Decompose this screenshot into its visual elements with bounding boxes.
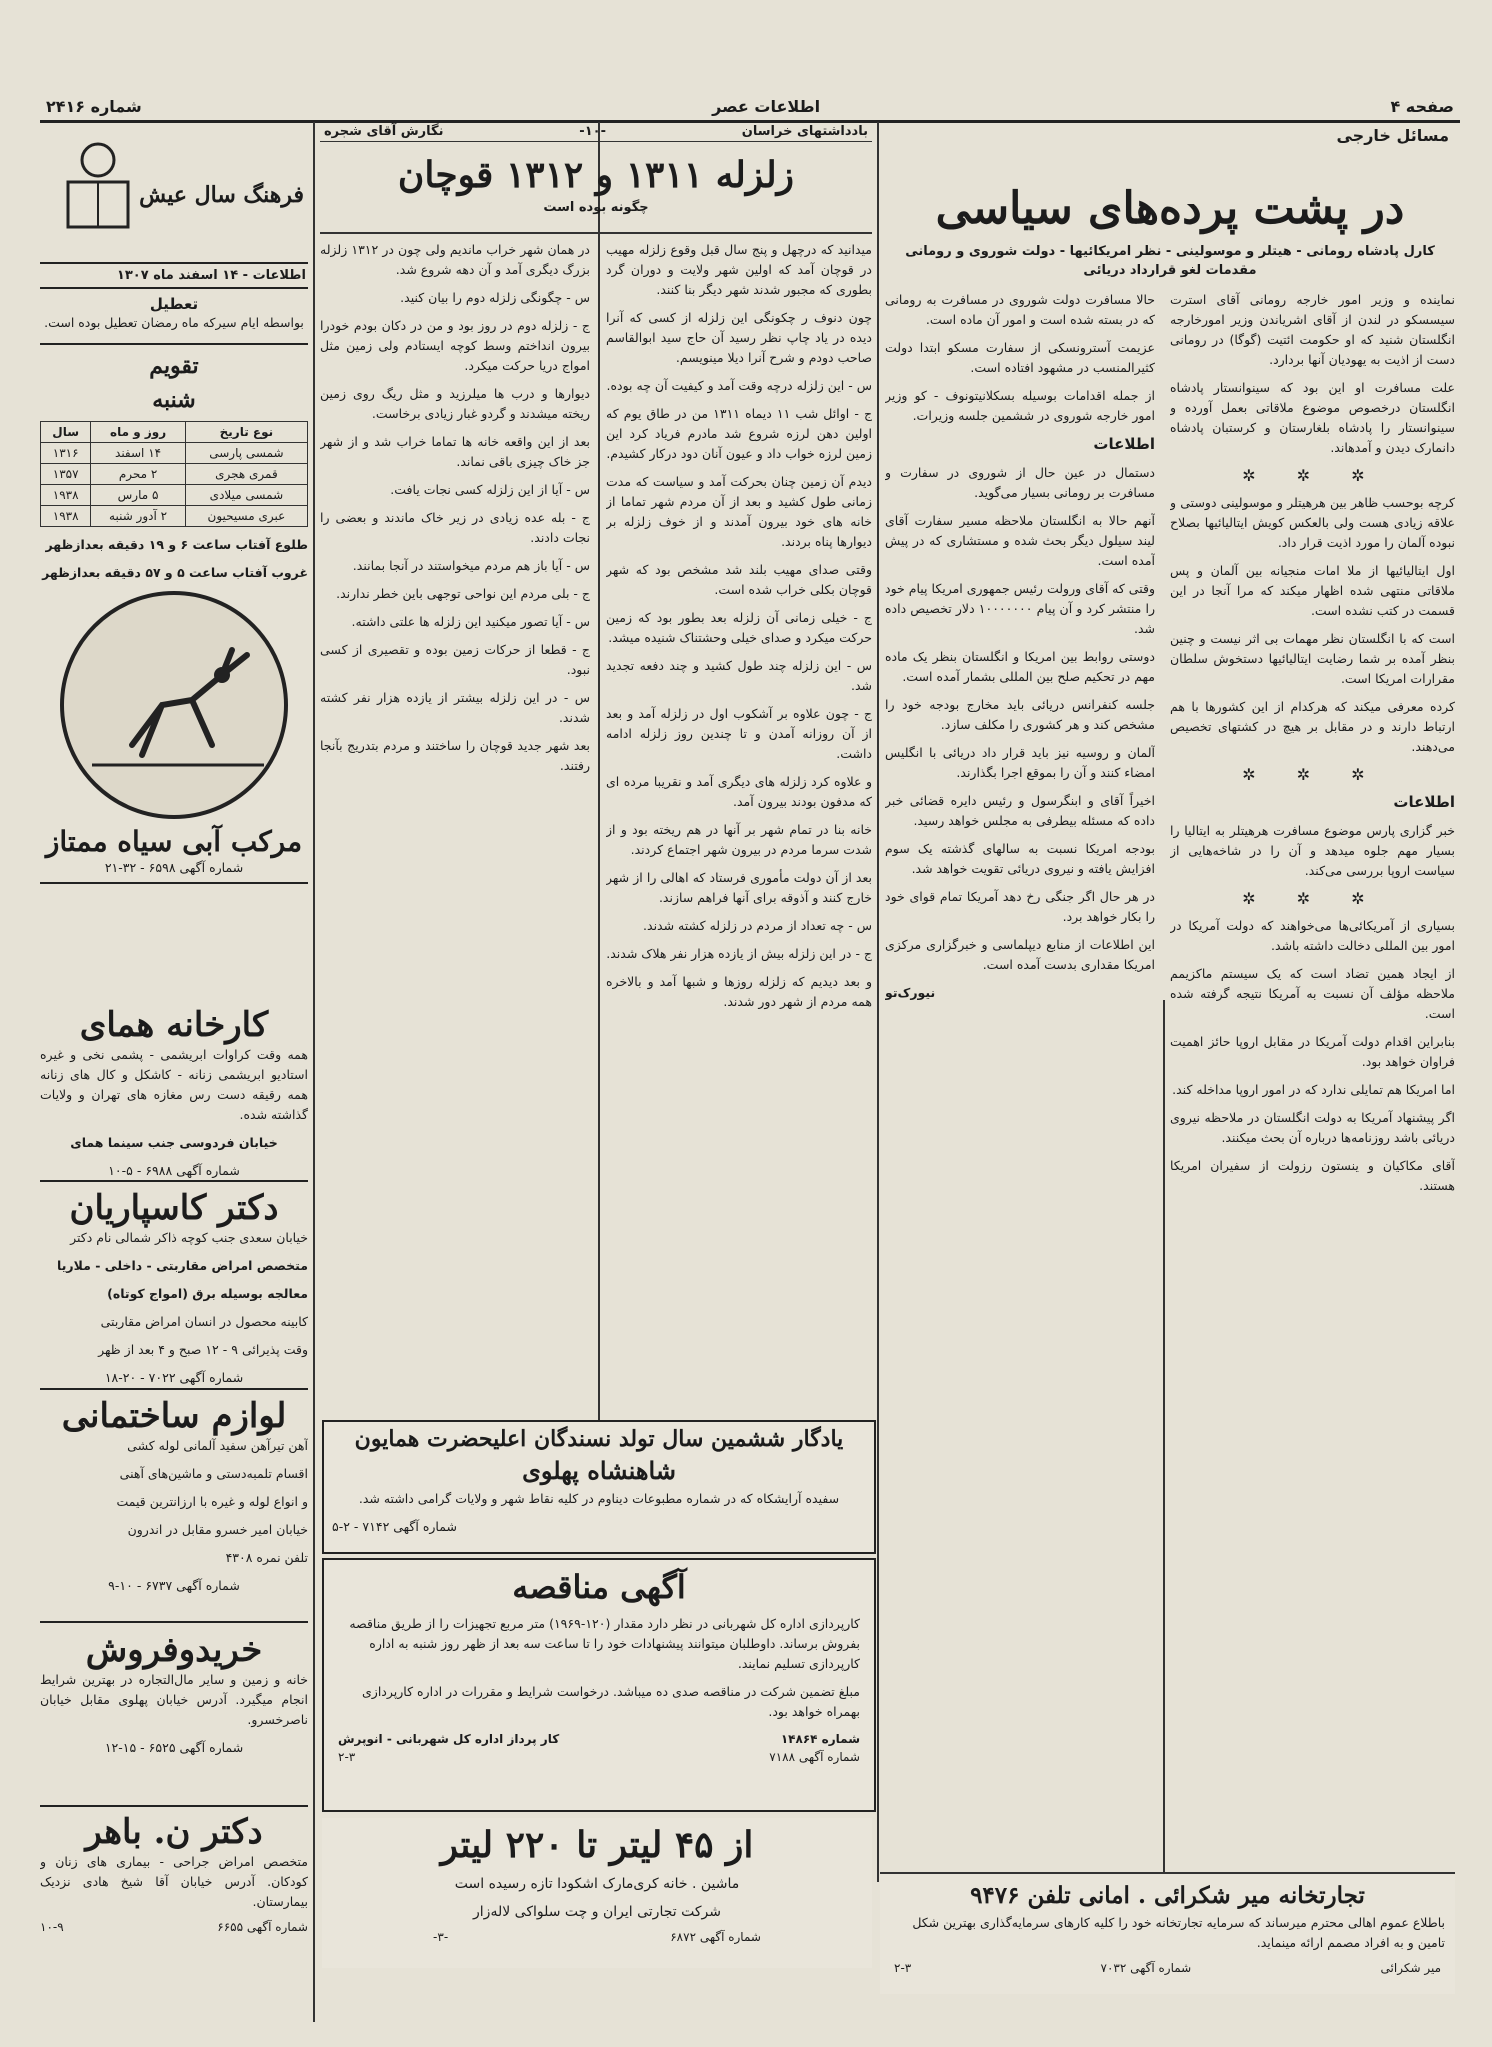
- quake-subtitle: چگونه بوده است: [543, 200, 649, 215]
- soviet-paragraph: جلسه کنفرانس دریائی باید مخارج بودجه خود را مشخص کند و هر کشوری را مکلف سازد.: [885, 697, 1155, 732]
- foreign-paragraph: نماینده و وزیر امور خارجه رومانی آقای استرت سیسسکو در لندن از آقای اشریاندن وزیر امورخارجه انگلستان شنید که او حکومت ائتیت (گوگا) در رومانی دست از اذیت به یهودیان آنها بردارد.: [1170, 292, 1455, 367]
- homay-address: خیابان فردوسی جنب سینما همای: [70, 1135, 278, 1150]
- foreign-paragraph: از ایجاد همین تضاد است که یک سیستم ماکزیمم ملاحظه مؤلف آن نسبت به آمریکا نتیجه گرفته شده است.: [1170, 966, 1455, 1021]
- foreign-news-text: خبر گزاری پارس موضوع مسافرت هرهیتلر به ایتالیا را بسیار مهم جلوه میدهد و آن را در شاخه‌هایی از سیاست اروپا بررسی می‌کند.: [1170, 823, 1455, 878]
- quake-paragraph: ج - بله عده زیادی در زیر خاک ماندند و بعضی را نجات دادند.: [320, 510, 590, 545]
- doctor-kasparian-line: کابینه محصول در انسان امراض مقاربتی: [100, 1314, 308, 1329]
- separator-stars: ✲ ✲ ✲: [1242, 466, 1383, 485]
- soviet-paragraph: عزیمت آسترونسکی از سفارت مسکو ابتدا دولت کثیرالمنسب در مشهود افتاده است.: [885, 340, 1155, 375]
- sidebar-header-label: فرهنگ سال عیش: [139, 182, 304, 208]
- quake-paragraph: وقتی صدای مهیب بلند شد مشخص بود که شهر قوچان بکلی خراب شده است.: [606, 562, 872, 597]
- calendar-cell: قمری هجری: [185, 464, 307, 485]
- quake-paragraph: و علاوه کرد زلزله های دیگری آمد و نقریبا مرده ای که مدفون بودند بیرون آمد.: [606, 774, 872, 809]
- building-line: آهن تیرآهن سفید آلمانی لوله کشی: [127, 1438, 308, 1453]
- doctor-kasparian-footer: شماره آگهی ۷۰۲۲ - ۲۰-۱۸: [104, 1370, 244, 1385]
- issue-label: شماره ۲۴۱۶: [46, 96, 142, 116]
- quake-paragraph: س - آیا تصور میکنید این زلزله ها علتی داشته.: [351, 614, 590, 629]
- quake-column-b: [320, 240, 590, 1330]
- quake-paragraph: س - چگونگی زلزله دوم را بیان کنید.: [400, 290, 590, 305]
- quake-paragraph: میدانید که درچهل و پنج سال قبل وقوع زلزله مهیب در قوچان آمد که اولین شهر ولایت و دوران گرد بطوری که مجبور شدند شهر دیگر بنا کنند.: [606, 242, 872, 297]
- page-label: صفحه ۴: [1390, 96, 1454, 116]
- calendar-cell: عبری مسیحیون: [185, 506, 307, 527]
- tender-body-2: مبلغ تضمین شرکت در مناقصه صدی ده میباشد. درخواست شرایط و مقررات در اداره کارپردازی بهمراه خواهد بود.: [362, 1684, 860, 1719]
- quake-header: [320, 122, 872, 234]
- soviet-paragraph: اخیراً آقای و ابنگرسول و رئیس دایره قضائی خبر داده که مسئله بیطرفی به مجلس خواهد رسید.: [885, 793, 1155, 828]
- quake-paragraph: س - چه تعداد از مردم در زلزله کشته شدند.: [643, 918, 872, 933]
- foreign-kicker: مسائل خارجی: [1336, 126, 1449, 145]
- doctor-baher-ad: [40, 1812, 308, 1992]
- quake-column-a: [606, 240, 872, 1330]
- quake-paragraph: چون دنوف ر چکونگی این زلزله از کسی که آنرا دیده در یاد چاپ نظر رسید آن حاج سید ابوالقاسم صاحب دودم و شرح آنرا دیلا مینویسم.: [606, 310, 872, 365]
- building-title: لوازم ساختمانی: [61, 1396, 287, 1436]
- quake-kicker-left: بادداشتهای خراسان: [741, 124, 868, 139]
- building-line: خیابان امیر خسرو مقابل در اندرون: [127, 1522, 308, 1537]
- doctor-kasparian-line: متخصص امراض مقاربتی - داخلی - ملاریا: [57, 1258, 308, 1273]
- calendar-cell: ۲ محرم: [91, 464, 186, 485]
- separator-stars: ✲ ✲ ✲: [1242, 889, 1383, 908]
- calendar-cell: ۱۹۳۸: [41, 485, 91, 506]
- soviet-paragraph: حالا مسافرت دولت شوروی در مسافرت به رومانی که در بسته شده است و امور آن ماده است.: [885, 292, 1155, 327]
- reader-illustration: [48, 132, 148, 242]
- quake-paragraph: ج - اوائل شب ۱۱ دیماه ۱۳۱۱ من در طاق یوم که اولین دهن لرزه شروع شد مادرم فریاد کرد این زمین لرزه خواب داد و عیون آنان دود درکار کشیدم.: [606, 406, 872, 461]
- homay-ad: [40, 1005, 308, 1182]
- quake-kicker-right: نگارش آقای شجره: [324, 124, 444, 139]
- quake-paragraph: ج - چون علاوه بر آشکوب اول در زلزله آمد و بعد از آن روزانه آمدن و تا چندین روز زلزله ادامه داشت.: [606, 706, 872, 761]
- brand-footer: شماره آگهی ۶۵۹۸ - ۳۲-۲۱: [40, 858, 308, 884]
- foreign-paragraph: کرده معرفی میکند که هرکدام از این کشورها با هم ارتباط دارند و در مقابل بر هیچ در کشتهای تخصیص می‌دهند.: [1170, 699, 1455, 754]
- quake-paragraph: ج - زلزله دوم در روز بود و من در دکان بودم خودرا بیرون انداختم وسط کوچه ایستادم ولی زمین مثل امواج دریا حرکت میکرد.: [320, 318, 590, 373]
- weekday: شنبه: [152, 387, 196, 413]
- fridge-title: از ۴۵ لیتر تا ۲۲۰ لیتر: [440, 1824, 754, 1866]
- foreign-column-left: [885, 290, 1155, 1835]
- column-rule: [313, 122, 315, 2022]
- anniversary-box: [322, 1420, 876, 1554]
- table-row: [41, 464, 308, 485]
- quake-title: زلزله ۱۳۱۱ و ۱۳۱۲ قوچان: [397, 154, 795, 196]
- buy-sell-ad: [40, 1630, 308, 1807]
- soviet-paragraph: از جمله اقدامات بوسیله بسکلانیتونوف - کو وزیر امور خارجه شوروی در ششمین جلسه وزیرات.: [885, 388, 1155, 423]
- building-supplies-ad: [40, 1396, 308, 1623]
- table-row: [41, 506, 308, 527]
- doctor-kasparian-line: معالجه بوسیله برق (امواج کوتاه): [107, 1286, 308, 1301]
- doctor-baher-footer-right: ۱۰-۹: [40, 1920, 64, 1934]
- sidebar-date-line: اطلاعات - ۱۴ اسفند ماه ۱۳۰۷: [40, 262, 308, 289]
- calendar-cell: ۱۳۱۶: [41, 443, 91, 464]
- anniversary-footer: شماره آگهی ۷۱۴۲ - ۲-۵: [332, 1519, 457, 1534]
- soviet-paragraph: آنهم حالا به انگلستان ملاحظه مسیر سفارت آقای لیند سیلول دیگر بحث شده و مستشاری که در پیش آمده است.: [885, 513, 1155, 568]
- building-line: و انواع لوله و غیره با ارزانترین قیمت: [116, 1494, 308, 1509]
- shokrai-footer-mid: شماره آگهی ۷۰۳۲: [1100, 1961, 1192, 1975]
- doctor-kasparian-title: دکتر کاسپاریان: [69, 1188, 279, 1228]
- sunrise: طلوع آفتاب ساعت ۶ و ۱۹ دقیقه بعدازظهر: [45, 537, 308, 552]
- foreign-paragraph: اما امریکا هم تمایلی ندارد که در امور اروپا مداخله کند.: [1172, 1082, 1455, 1097]
- quake-paragraph: بعد شهر جدید قوچان را ساختند و مردم بتدریج بآنجا رفتند.: [320, 738, 590, 773]
- fridge-footer-left: شماره آگهی ۶۸۷۲: [670, 1930, 761, 1944]
- column-rule: [877, 122, 879, 1882]
- anniversary-title-1: یادگار ششمین سال تولد نسندگان اعلیحضرت همایون: [354, 1426, 844, 1452]
- quake-paragraph: س - آیا از این زلزله کسی نجات یافت.: [390, 482, 590, 497]
- fridge-ad: [322, 1818, 872, 1968]
- calendar-cell: ۵ مارس: [91, 485, 186, 506]
- homay-title: کارخانه همای: [79, 1005, 269, 1045]
- tender-body: کارپردازی اداره کل شهربانی در نظر دارد مقدار (۱۲۰-۱۹۶۹) متر مربع تجهیزات را از طریق مناقصه بفروش برساند. داوطلبان میتوانند پیشنهادات خود را تا ساعت سه بعد از ظهر روز شنبه به اداره کارپردازی تسلیم نمایند.: [349, 1616, 860, 1671]
- fridge-footer-right: -۳-: [433, 1930, 449, 1944]
- soviet-paragraph: در هر حال اگر جنگی رخ دهد آمریکا تمام قوای خود را بکار خواهد برد.: [885, 889, 1155, 924]
- anniversary-body: سفیده آرایشکاه که در شماره مطبوعات دیناوم در کلیه نقاط شهر و ولایات گرامی داشته شد.: [358, 1491, 840, 1506]
- table-row: [41, 443, 308, 464]
- sidebar-header: [40, 122, 308, 262]
- quake-paragraph: س - این زلزله چند طول کشید و چند دفعه تجدید شد.: [606, 658, 872, 693]
- foreign-paragraph: است که با انگلستان نظر مهمات بی اثر نیست و چنین بنظر آمده بر شما رضایت ایتالیائیها دستخوش سلطان مقرارات امریکا است.: [1170, 631, 1455, 686]
- building-footer-right: شماره آگهی ۶۷۳۷ - ۱۰-۹: [108, 1578, 240, 1593]
- trade-body: خانه و زمین و سایر مال‌التجاره در بهترین شرایط انجام میگیرد. آدرس خیابان پهلوی مقابل خیابان ناصرخسرو.: [40, 1672, 308, 1727]
- doctor-baher-body: متخصص امراض جراحی - بیماری های زنان و کودکان. آدرس خیابان آقا شیخ هادی نزدیک بیمارستان.: [40, 1854, 308, 1909]
- paper-name: اطلاعات عصر: [712, 96, 821, 116]
- quake-paragraph: ج - در این زلزله بیش از یازده هزار نفر هلاک شدند.: [606, 946, 872, 961]
- anniversary-title-2: شاهنشاه پهلوی: [522, 1456, 676, 1485]
- doctor-baher-footer-left: شماره آگهی ۶۶۵۵: [217, 1920, 308, 1934]
- deer-logo: [60, 591, 288, 819]
- quake-kicker-num: -۱۰-: [579, 124, 606, 139]
- trade-title: خریدوفروش: [85, 1630, 263, 1670]
- foreign-paragraph: علت مسافرت او این بود که سینوانستار پادشاه انگلستان درخصوص موضوع ملاقاتی بعمل آورده و سینوانستار را پادشاه بلغارستان و کرستبان پادشاه دانمارک دیدن و آمدهاند.: [1170, 380, 1455, 455]
- soviet-paragraph: دوستی روابط بین امریکا و انگلستان بنظر یک ماده مهم در تحکیم صلح بین المللی بشمار آمده است.: [885, 649, 1155, 684]
- soviet-signature: نیورک‌تو: [885, 985, 936, 1000]
- doctor-kasparian-line: وقت پذیرائی ۹ - ۱۲ صبح و ۴ بعد از ظهر: [98, 1342, 308, 1357]
- homay-body: همه وقت کراوات ابریشمی - پشمی نخی و غیره استادیو ابریشمی زنانه - کاشکل و کال های زنانه همه رقیقه دست رس مغازه های تهران و ولایات گذاشته شده.: [40, 1047, 308, 1122]
- calendar-header: نوع تاریخ: [185, 422, 307, 443]
- foreign-paragraph: آقای مکاکیان و ینستون رزولت از سفیران امریکا هستند.: [1170, 1158, 1455, 1193]
- soviet-paragraph: این اطلاعات از منابع دیپلماسی و خبرگزاری مرکزی امریکا مقداری بدست آمده است.: [885, 937, 1155, 972]
- shokrai-title: تجارتخانه میر شکرائی . امانی تلفن ۹۴۷۶: [970, 1882, 1365, 1909]
- calendar-cell: شمسی میلادی: [185, 485, 307, 506]
- quake-paragraph: س - در این زلزله بیشتر از یازده هزار نفر کشته شدند.: [320, 690, 590, 725]
- quake-paragraph: بعد از این واقعه خانه ها تماما خراب شد و از شهر جز خاک چیزی باقی نماند.: [320, 434, 590, 469]
- foreign-subtitle-1: کارل پادشاه رومانی - هیتلر و موسولینی - نظر امریکائیها - دولت شوروی و رومانی: [905, 244, 1435, 259]
- sidebar: [40, 122, 308, 1122]
- quake-paragraph: ج - بلی مردم این نواحی توجهی باین خطر ندارند.: [336, 586, 590, 601]
- shokrai-ad: [880, 1872, 1455, 1994]
- quake-paragraph: ج - خیلی زمانی آن زلزله بعد بطور بود که زمین حرکت میکرد و صدای خیلی وحشتناک شنیده میشد.: [606, 610, 872, 645]
- sunset: غروب آفتاب ساعت ۵ و ۵۷ دقیقه بعدازظهر: [42, 565, 308, 580]
- brand-title: مرکب آبی سیاه ممتاز: [45, 825, 303, 858]
- calendar-table: [40, 421, 308, 527]
- foreign-paragraph: کرچه بوحسب ظاهر بین هرهیتلر و موسولینی دوستی و علاقه زیادی هست ولی بالعکس کویش ایتالیائیها بصلاح نبوده آلمان را مورد اذیت قرار داد.: [1170, 495, 1455, 550]
- tender-sign-left: کار پرداز اداره کل شهربانی - انوپرش: [338, 1732, 560, 1746]
- day-heading: تقویم: [40, 343, 308, 379]
- calendar-cell: ۱۹۳۸: [41, 506, 91, 527]
- soviet-paragraph: وقتی که آقای ورولت رئیس جمهوری امریکا پیام خود را منتشر کرد و آن پیام ۱۰۰۰۰۰۰۰ دلار تخصیص داده شد.: [885, 581, 1155, 636]
- quake-paragraph: دیوارها و درب ها میلرزید و مثل ریگ روی زمین ریخته میشدند و گردو غبار زیادی برخاست.: [320, 386, 590, 421]
- quake-paragraph: س - این زلزله درچه وقت آمد و کیفیت آن چه بوده.: [606, 378, 872, 393]
- calendar-cell: شمسی پارسی: [185, 443, 307, 464]
- foreign-paragraph: بسیاری از آمریکائی‌ها می‌خواهند که دولت آمریکا در امور بین المللی دخالت داشته باشد.: [1170, 918, 1455, 953]
- building-line: اقسام تلمبه‌دستی و ماشین‌های آهنی: [119, 1466, 308, 1481]
- holiday-title: تعطیل: [149, 295, 199, 313]
- soviet-news-tag: اطلاعات: [1093, 435, 1155, 453]
- tender-box: [322, 1558, 876, 1812]
- trade-footer: شماره آگهی ۶۵۲۵ - ۱۵-۱۲: [104, 1740, 244, 1755]
- soviet-news-text: دستمال در عین حال از شوروی در سفارت و مسافرت بر رومانی بسیار می‌گوید.: [885, 465, 1155, 500]
- shokrai-body: باطلاع عموم اهالی محترم میرساند که سرمایه تجارتخانه خود را کلیه کارهای سرمایه‌گذاری بهترین شکل تامین و به افراد مصمم ارائه مینماید.: [912, 1915, 1445, 1950]
- soviet-paragraph: بودجه امریکا نسبت به سالهای گذشته یک سوم افزایش یافته و نیروی دریائی تقویت خواهد شد.: [885, 841, 1155, 876]
- building-footer-left: تلفن نمره ۴۳۰۸: [225, 1550, 308, 1565]
- foreign-title: در پشت پرده‌های سیاسی: [935, 183, 1405, 234]
- quake-paragraph: س - آیا باز هم مردم میخواستند در آنجا بمانند.: [352, 558, 590, 573]
- column-rule: [598, 122, 600, 1457]
- column-rule: [1163, 1000, 1165, 1880]
- foreign-paragraph: اگر پیشنهاد آمریکا به دولت انگلستان در ملاحظه نیروی دریائی باشد روزنامه‌ها درباره آن بحث میکنند.: [1170, 1110, 1455, 1145]
- tender-sign-mid: شماره آگهی ۷۱۸۸: [769, 1750, 860, 1764]
- quake-paragraph: دیدم آن زمین چنان بحرکت آمد و سیاست که مدت زمانی طول کشید و بعد از آن مردم شهر تماما از خانه های خود بیرون آمدند و از خوف زلزله بر دیوارها پناه بردند.: [606, 474, 872, 549]
- homay-footer: شماره آگهی ۶۹۸۸ - ۵-۱۰: [108, 1163, 240, 1178]
- quake-paragraph: خانه بنا در تمام شهر بر آنها در هم ریخته بود و از شدت سرما مردم در بیرون شهر اجتماع کردند.: [606, 822, 872, 857]
- foreign-paragraph: بنابراین اقدام دولت آمریکا در مقابل اروپا حائز اهمیت فراوان خواهد بود.: [1170, 1034, 1455, 1069]
- tender-footer: ۲-۳: [338, 1750, 356, 1764]
- calendar-cell: ۲ آدور شنبه: [91, 506, 186, 527]
- holiday-text: بواسطه ایام سیرکه ماه رمضان تعطیل بوده است.: [44, 315, 304, 330]
- table-row: [41, 485, 308, 506]
- foreign-header: [885, 122, 1455, 287]
- calendar-header: سال: [41, 422, 91, 443]
- shokrai-footer-right: میر شکرائی: [1380, 1961, 1441, 1975]
- masthead: [40, 92, 1460, 123]
- quake-paragraph: و بعد دیدیم که زلزله روزها و شبها آمد و بالاخره همه مردم از شهر دور شدند.: [606, 974, 872, 1009]
- foreign-column-right: [1170, 290, 1455, 1820]
- doctor-baher-title: دکتر ن. باهر: [85, 1812, 263, 1852]
- fridge-line-2: شرکت تجارتی ایران و چت سلواکی لاله‌زار: [473, 1904, 721, 1920]
- tender-title: آگهی مناقصه: [512, 1568, 686, 1606]
- quake-paragraph: بعد از آن دولت مأموری فرستاد که اهالی را از شهر خارج کنند و آذوقه برای آنها فراهم سازند.: [606, 870, 872, 905]
- tender-sign-right: شماره ۱۴۸۶۴: [780, 1732, 860, 1746]
- quake-paragraph: ج - قطعا از حرکات زمین بوده و تقصیری از کسی نبود.: [320, 642, 590, 677]
- foreign-news-tag: اطلاعات: [1393, 793, 1455, 811]
- doctor-kasparian-line: خیابان سعدی جنب کوچه ذاکر شمالی نام دکتر: [70, 1230, 308, 1245]
- foreign-paragraph: اول ایتالیائیها از ملا امات منجیانه بین آلمان و پس ملاقاتی منتهی شده اظهار میکند که مرا آنجا در این قسمت در کتب نشده است.: [1170, 563, 1455, 618]
- fridge-line-1: ماشین . خانه کری‌مارک اشکودا تازه رسیده است: [454, 1876, 740, 1892]
- separator-stars: ✲ ✲ ✲: [1242, 765, 1383, 784]
- quake-paragraph: در همان شهر خراب ماندیم ولی چون در ۱۳۱۲ زلزله بزرگ دیگری آمد و آن دهه شروع شد.: [320, 242, 590, 277]
- doctor-kasparian-ad: [40, 1188, 308, 1390]
- calendar-cell: ۱۴ اسفند: [91, 443, 186, 464]
- calendar-cell: ۱۳۵۷: [41, 464, 91, 485]
- calendar-header: روز و ماه: [91, 422, 186, 443]
- foreign-subtitle-2: مقدمات لغو قرارداد دریائی: [1083, 263, 1257, 278]
- shokrai-footer-left: ۲-۳: [894, 1961, 912, 1975]
- soviet-paragraph: آلمان و روسیه نیز باید قرار داد دریائی با انگلیس امضاء کنند و آن را بموقع اجرا بگذارند.: [885, 745, 1155, 780]
